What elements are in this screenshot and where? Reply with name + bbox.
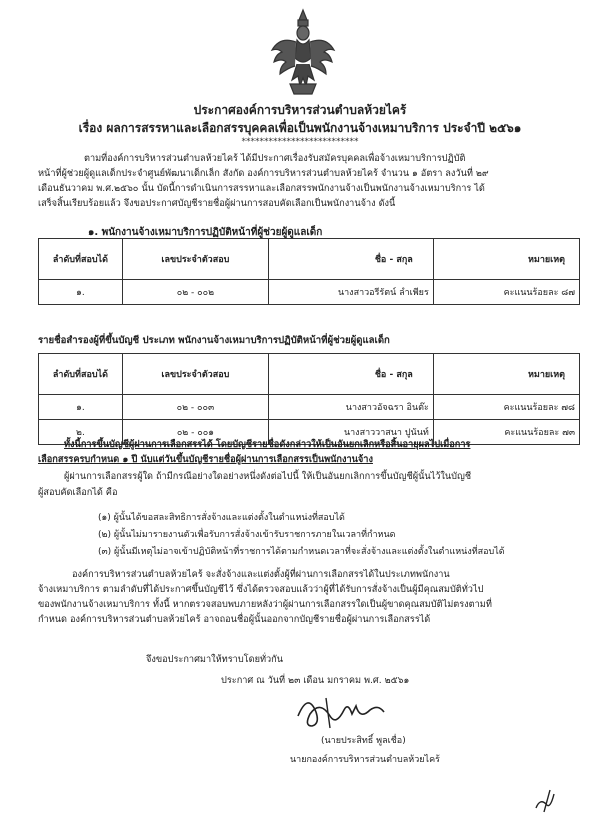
validity-line: เลือกสรรครบกำหนด ๑ ปี นับแต่วันขึ้นบัญชีรายชื่อผู้ผ่านการเลือกสรรเป็นพนักงานจ้าง — [38, 454, 373, 465]
closing-line: ของพนักงานจ้างเหมาบริการ ทั้งนี้ หากตรวจสอบพบภายหลังว่าผู้ผ่านการเลือกสรรใดเป็นผู้ขาดคุณสมบัติไม่ตรงตามที่ — [38, 599, 492, 610]
header-exam-no: เลขประจำตัวสอบ — [122, 239, 268, 280]
cancel-item: (๒) ผู้นั้นไม่มารายงานตัวเพื่อรับการสั่งจ้างเข้ารับราชการภายในเวลาที่กำหนด — [98, 530, 396, 540]
cell-note: คะแนนร้อยละ ๘๗ — [433, 280, 579, 305]
header-name: ชื่อ - สกุล — [268, 239, 433, 280]
header-note: หมายเหตุ — [433, 354, 579, 395]
cell-exam-no: ๐๒ - ๐๐๑ — [122, 420, 268, 445]
initial-mark — [530, 786, 560, 816]
closing-line: จ้างเหมาบริการ ตามลำดับที่ได้ประกาศขึ้นบัญชีไว้ ซึ่งได้ตรวจสอบแล้วว่าผู้ที่ได้รับการสั่งจ้างเป็นผู้มีคุณสมบัติทั่วไป — [38, 584, 484, 595]
handwritten-signature — [290, 686, 390, 732]
header-note: หมายเหตุ — [433, 239, 579, 280]
intro-line: เดือนธันวาคม พ.ศ.๒๕๖๐ นั้น บัดนี้การดำเนินการสรรหาและเลือกสรรพนักงานจ้างเป็นพนักงานจ้างเหมาบริการ ได้ — [38, 183, 485, 194]
closing-line: กำหนด องค์การบริหารส่วนตำบลห้วยไคร้ อาจถอนชื่อผู้นั้นออกจากบัญชีรายชื่อผู้ผ่านการเลือกสรรได้ — [38, 614, 431, 625]
cell-name: นางสาวอรีรัตน์ ลำเพียร — [268, 280, 433, 305]
cell-name: นางสาวอัจฉรา อินต๊ะ — [268, 395, 433, 420]
reserve-table — [38, 353, 580, 445]
intro-line: เสร็จสิ้นเรียบร้อยแล้ว จึงขอประกาศบัญชีรายชื่อผู้ผ่านการสอบคัดเลือกเป็นพนักงานจ้าง ดังนี้ — [38, 198, 396, 209]
subject-line: เรื่อง ผลการสรรหาและเลือกสรรบุคคลเพื่อเป็นพนักงานจ้างเหมาบริการ ประจำปี ๒๕๖๑ — [78, 121, 522, 135]
section2-title: รายชื่อสำรองผู้ที่ขึ้นบัญชี ประเภท พนักงานจ้างเหมาบริการปฏิบัติหน้าที่ผู้ช่วยผู้ดูแลเด็ก — [38, 335, 390, 346]
table-row — [39, 280, 580, 305]
header-rank: ลำดับที่สอบได้ — [39, 239, 123, 280]
intro-paragraph — [38, 151, 596, 211]
cancel-paragraph: ผู้ผ่านการเลือกสรรผู้ใด ถ้ามีกรณีอย่างใดอย่างหนึ่งดังต่อไปนี้ ให้เป็นอันยกเลิกการขึ้นบัญชีผู้นั้นไว้ในบัญชี — [64, 471, 472, 482]
intro-line: ตามที่องค์การบริหารส่วนตำบลห้วยไคร้ ได้มีประกาศเรื่องรับสมัครบุคคลเพื่อจ้างเหมาบริการปฏิบัติ — [84, 153, 466, 164]
cancel-item: (๑) ผู้นั้นได้ขอสละสิทธิการสั่งจ้างและแต่งตั้งในตำแหน่งที่สอบได้ — [98, 513, 345, 523]
notice-line: จึงขอประกาศมาให้ทราบโดยทั่วกัน — [146, 654, 284, 665]
intro-line: หน้าที่ผู้ช่วยผู้ดูแลเด็กประจำศูนย์พัฒนาเด็กเล็ก สังกัด องค์การบริหารส่วนตำบลห้วยไคร้ จำนวน ๑ อัตรา ลงวันที่ ๒๙ — [38, 168, 489, 179]
cancel-item: (๓) ผู้นั้นมีเหตุไม่อาจเข้าปฏิบัติหน้าที่ราชการได้ตามกำหนดเวลาที่จะสั่งจ้างและแต่งตั้งในตำแหน่งที่สอบได้ — [98, 547, 505, 557]
page-title: ประกาศองค์การบริหารส่วนตำบลห้วยไคร้ — [193, 103, 407, 117]
validity-paragraph — [38, 437, 598, 467]
date-line: ประกาศ ณ วันที่ ๒๓ เดือน มกราคม พ.ศ. ๒๕๖๑ — [221, 675, 410, 686]
header-name: ชื่อ - สกุล — [268, 354, 433, 395]
cell-exam-no: ๐๒ - ๐๐๒ — [122, 280, 268, 305]
garuda-emblem-icon — [268, 6, 338, 98]
closing-paragraph — [38, 567, 598, 627]
header-rank: ลำดับที่สอบได้ — [39, 354, 123, 395]
signer-position: นายกองค์การบริหารส่วนตำบลห้วยไคร้ — [290, 755, 440, 765]
cell-rank: ๒. — [39, 420, 123, 445]
cell-exam-no: ๐๒ - ๐๐๓ — [122, 395, 268, 420]
section1-title: ๑. พนักงานจ้างเหมาบริการปฏิบัติหน้าที่ผู้ช่วยผู้ดูแลเด็ก — [88, 227, 323, 238]
cell-name: นางสาววาสนา ปูนันท์ — [268, 420, 433, 445]
cell-note: คะแนนร้อยละ ๗๓ — [433, 420, 579, 445]
validity-line: ทั้งนี้การขึ้นบัญชีผู้ผ่านการเลือกสรรได้ โดยบัญชีรายชื่อดังกล่าวให้เป็นอันยกเลิกหรือสิ้นอายุผลไปเมื่อการ — [64, 439, 471, 450]
table-row — [39, 395, 580, 420]
signer-name: (นายประสิทธิ์ พูลเชื่อ) — [321, 736, 406, 746]
closing-line: องค์การบริหารส่วนตำบลห้วยไคร้ จะสั่งจ้างและแต่งตั้งผู้ที่ผ่านการเลือกสรรได้ในประเภทพนักงาน — [72, 569, 450, 580]
cancel-paragraph-cont: ผู้สอบคัดเลือกได้ คือ — [38, 487, 118, 498]
divider-stars: ************************** — [241, 137, 359, 147]
results-table — [38, 238, 580, 305]
header-exam-no: เลขประจำตัวสอบ — [122, 354, 268, 395]
cell-note: คะแนนร้อยละ ๗๘ — [433, 395, 579, 420]
cell-rank: ๑. — [39, 395, 123, 420]
cell-rank: ๑. — [39, 280, 123, 305]
